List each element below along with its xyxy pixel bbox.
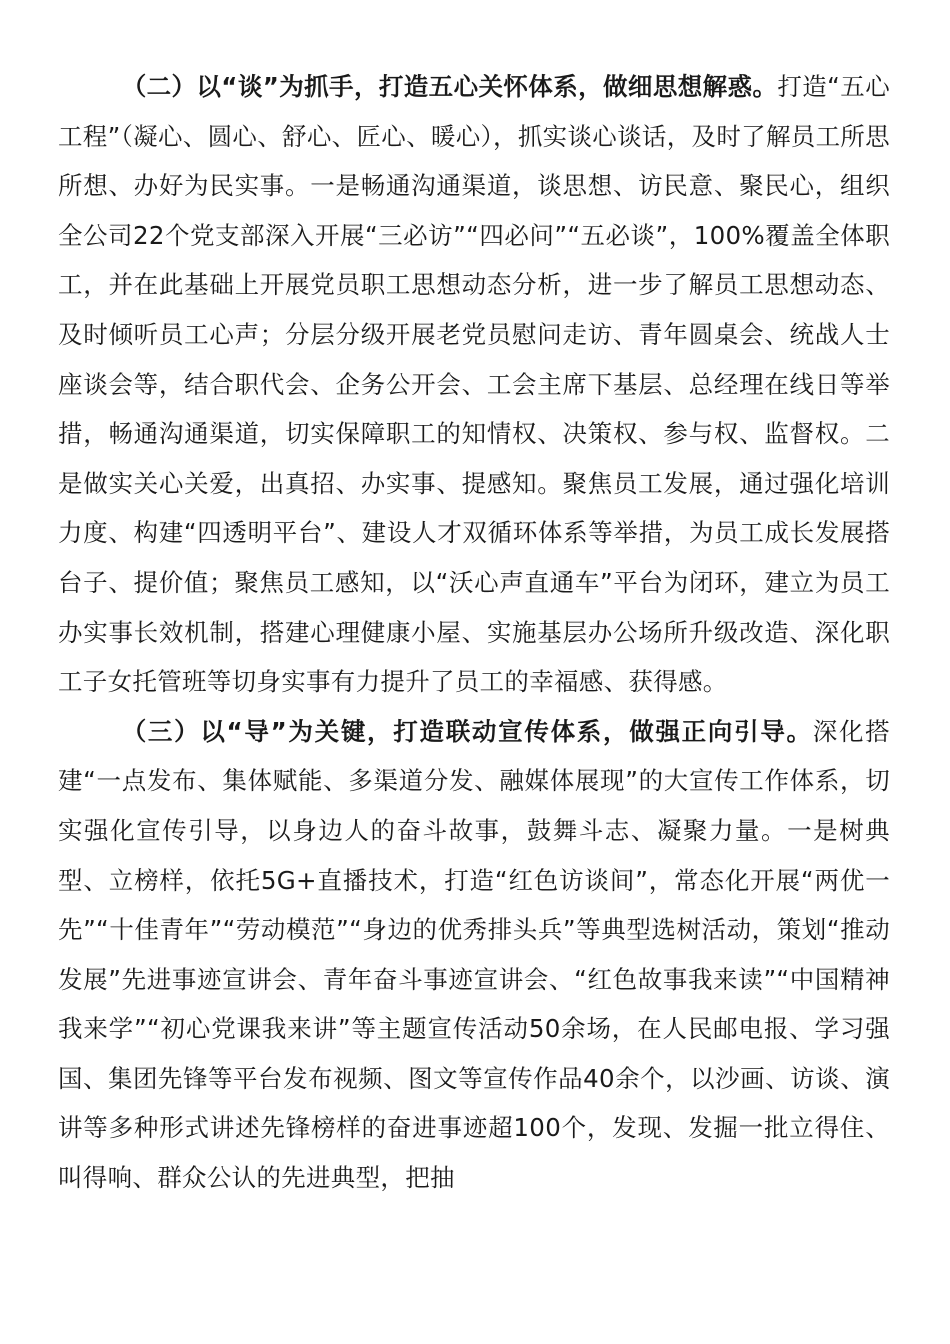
section-3-heading: （三）以“导”为关键，打造联动宣传体系，做强正向引导。 [121,716,813,746]
section-3-body: 深化搭建“一点发布、集体赋能、多渠道分发、融媒体展现”的大宣传工作体系，切实强化宣传引导，以身边人的奋斗故事，鼓舞斗志、凝聚力量。一是树典型、立榜样，依托5G+直播技术，打造“红色访谈间”，常态化开展“两优一先”“十佳青年”“劳动模范”“身边的优秀排头兵”等典型选树活动，策划“推动发展”先进事迹宣讲会、青年奋斗事迹宣讲会、“红色故事我来读”“中国精神我来学”“初心党课我来讲”等主题宣传活动50余场，在人民邮电报、学习强国、集团先锋等平台发布视频、图文等宣传作品40余个，以沙画、访谈、演讲等多种形式讲述先锋榜样的奋进事迹超100个，发现、发掘一批立得住、叫得响、群众公认的先进典型，把抽 [58,716,890,1193]
section-3-paragraph [58,707,890,1203]
section-2-heading: （二）以“谈”为抓手，打造五心关怀体系，做细思想解惑。 [121,72,778,101]
section-2-body: 打造“五心工程”（凝心、圆心、舒心、匠心、暖心），抓实谈心谈话，及时了解员工所思所想、办好为民实事。一是畅通沟通渠道，谈思想、访民意、聚民心，组织全公司22个党支部深入开展“三必访”“四必问”“五必谈”，100%覆盖全体职工，并在此基础上开展党员职工思想动态分析，进一步了解员工思想动态、及时倾听员工心声；分层分级开展老党员慰问走访、青年圆桌会、统战人士座谈会等，结合职代会、企务公开会、工会主席下基层、总经理在线日等举措，畅通沟通渠道，切实保障职工的知情权、决策权、参与权、监督权。二是做实关心关爱，出真招、办实事、提感知。聚焦员工发展，通过强化培训力度、构建“四透明平台”、建设人才双循环体系等举措，为员工成长发展搭台子、提价值；聚焦员工感知，以“沃心声直通车”平台为闭环，建立为员工办实事长效机制，搭建心理健康小屋、实施基层办公场所升级改造、深化职工子女托管班等切身实事有力提升了员工的幸福感、获得感。 [58,72,890,697]
section-2-paragraph [58,62,890,707]
